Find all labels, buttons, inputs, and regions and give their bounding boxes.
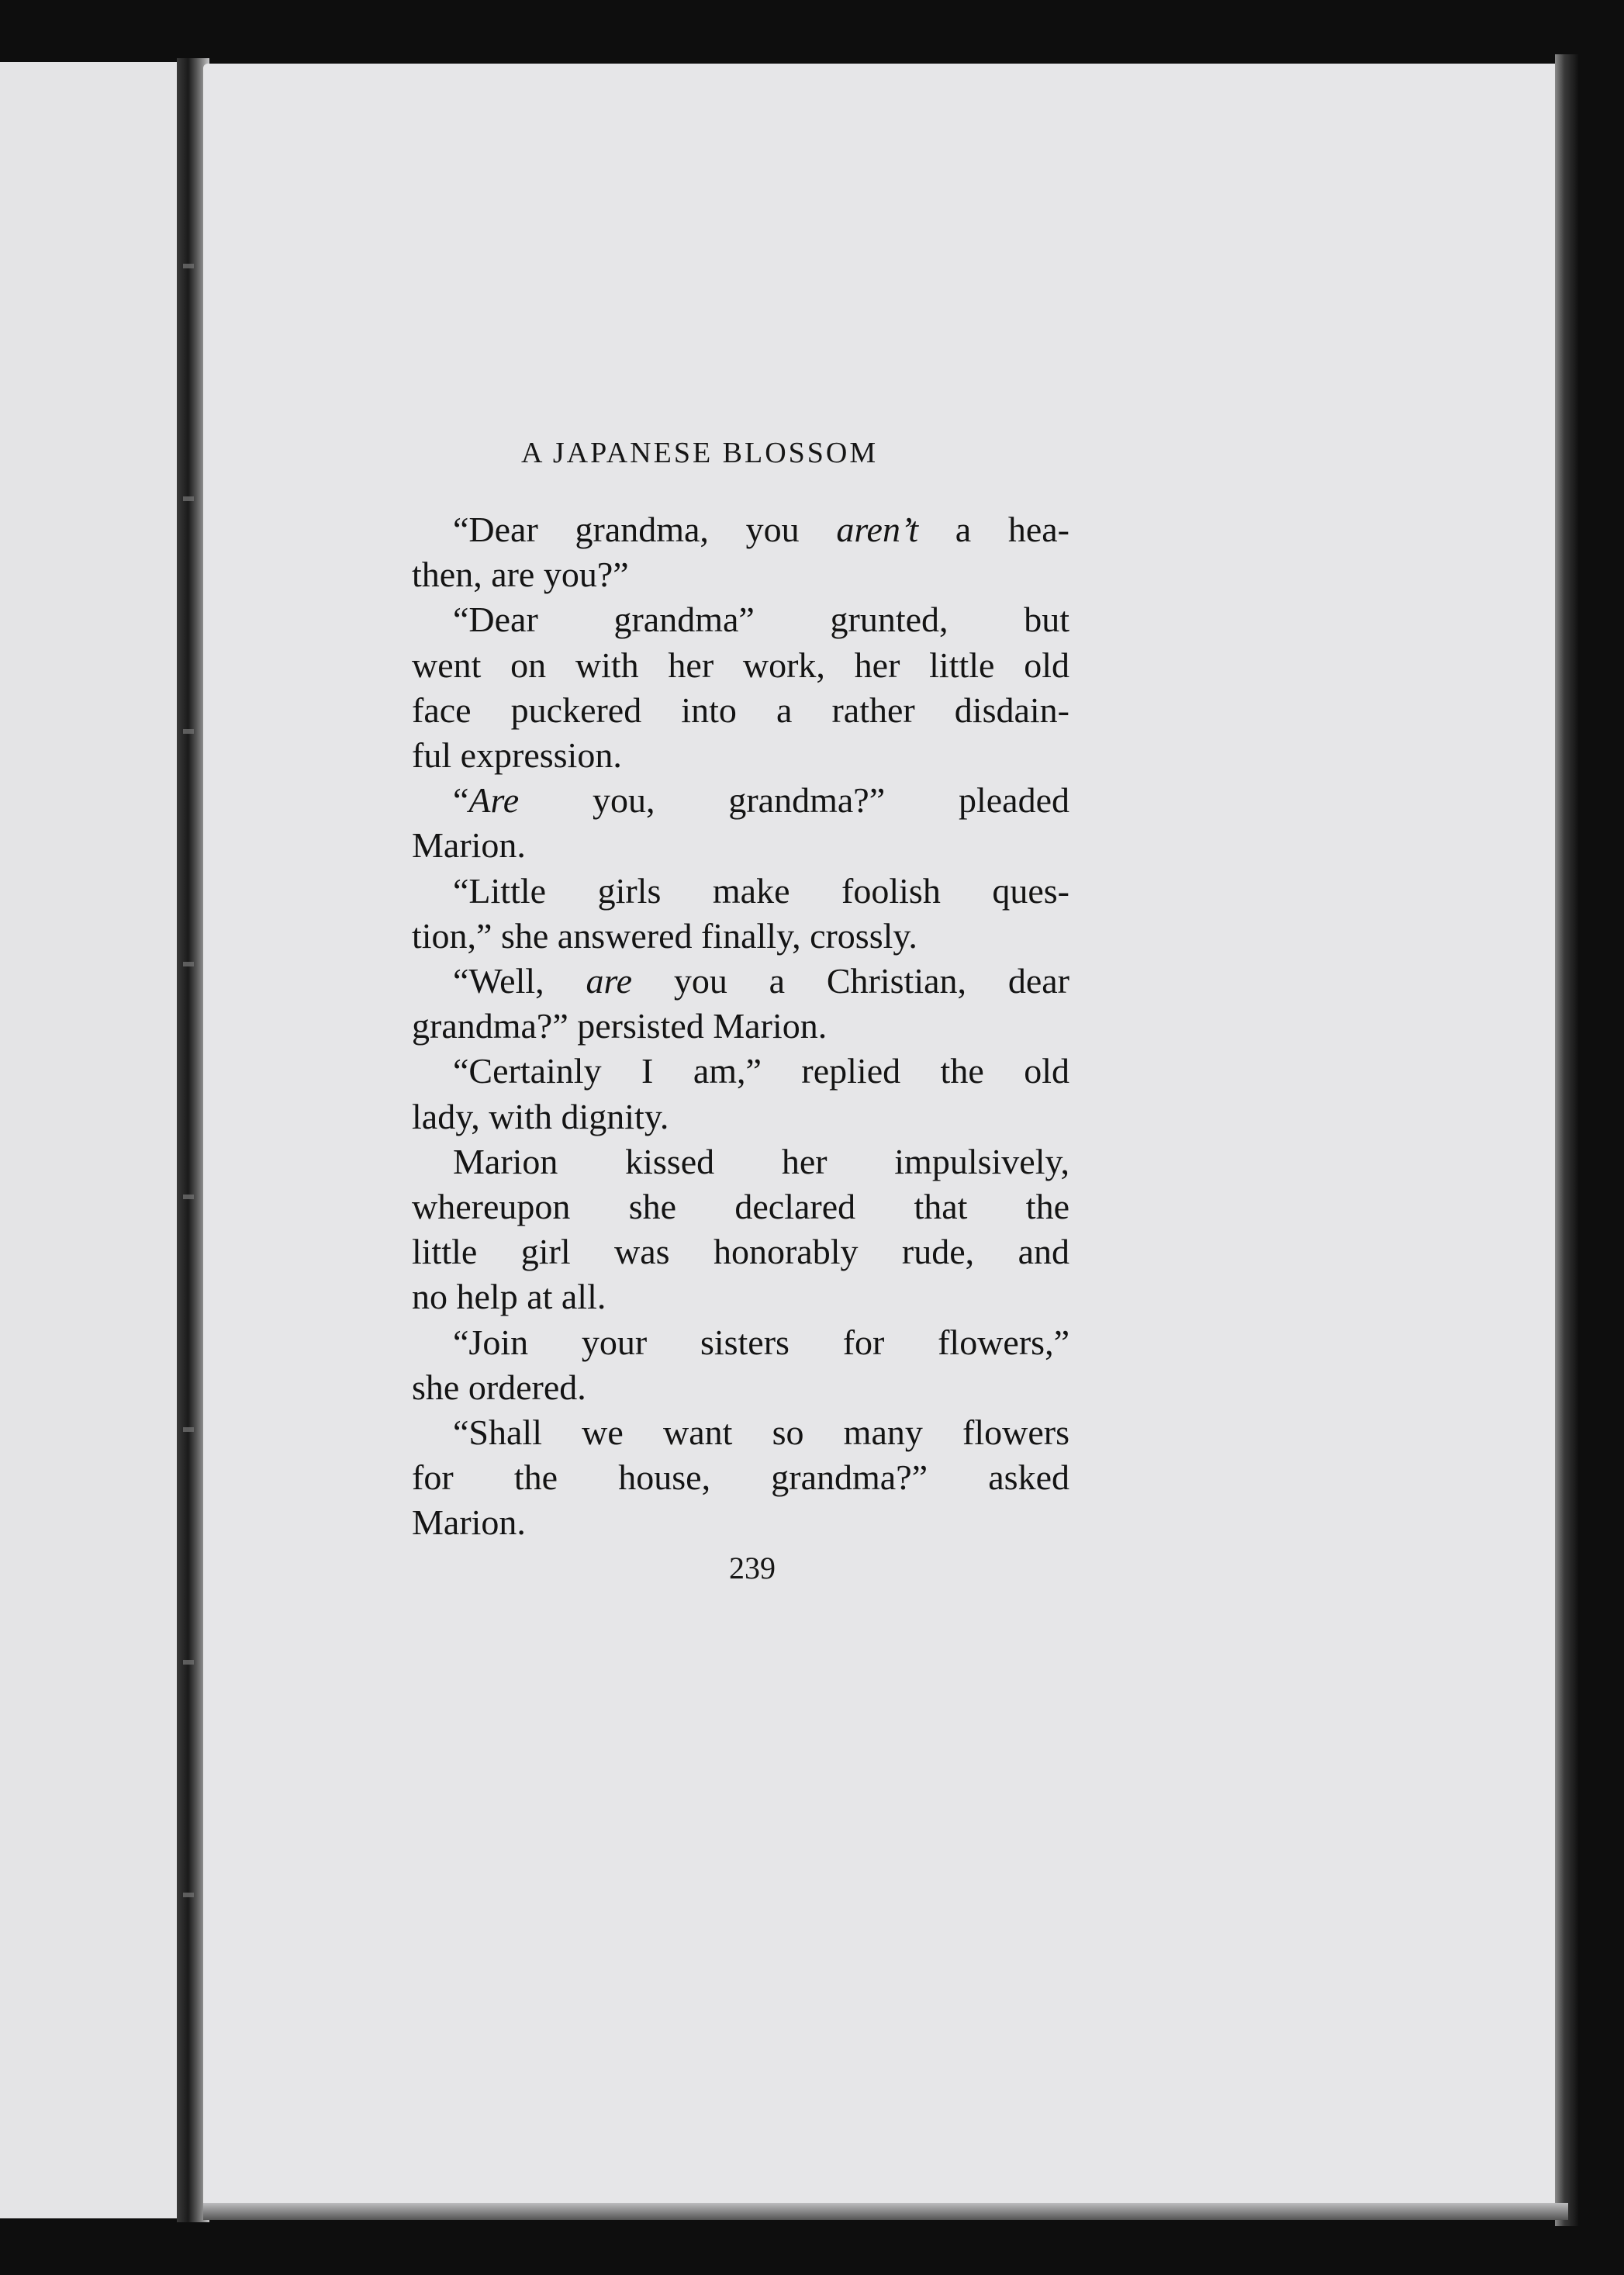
text-line: Marion. <box>412 825 526 866</box>
text-line: “Join your sisters for flowers,” <box>453 1322 1069 1362</box>
text-line: no help at all. <box>412 1277 606 1317</box>
text-line: tion,” she answered finally, crossly. <box>412 915 917 956</box>
text-line: whereupon she declared that the <box>412 1187 1069 1227</box>
text-line: face puckered into a rather disdain- <box>412 690 1069 730</box>
text-line: she ordered. <box>412 1367 586 1407</box>
text-line: little girl was honorably rude, and <box>412 1232 1069 1272</box>
text-line: for the house, grandma?” asked <box>412 1457 1069 1498</box>
text-line: “Little girls make foolish ques- <box>453 870 1069 911</box>
running-head: A JAPANESE BLOSSOM <box>521 437 879 469</box>
page-number: 239 <box>729 1551 776 1585</box>
text-line: “Are you, grandma?” pleaded <box>453 780 1069 821</box>
text-line: Marion. <box>412 1502 526 1543</box>
text-line: lady, with dignity. <box>412 1096 669 1136</box>
text-line: “Dear grandma, you aren’t a hea- <box>453 510 1069 549</box>
previous-page-edge <box>0 62 180 2218</box>
text-line: grandma?” persisted Marion. <box>412 1006 828 1046</box>
page-bottom-edge <box>203 2203 1568 2220</box>
text-line: ful expression. <box>412 735 622 776</box>
text-line: “Certainly I am,” replied the old <box>453 1051 1069 1091</box>
gutter-marks <box>183 155 194 2094</box>
text-line: “Well, are you a Christian, dear <box>453 961 1069 1001</box>
page-right-edge <box>1555 54 1578 2226</box>
text-line: “Shall we want so many flowers <box>453 1412 1069 1453</box>
text-line: Marion kissed her impulsively, <box>453 1141 1069 1181</box>
text-line: went on with her work, her little old <box>412 645 1069 685</box>
text-line: then, are you?” <box>412 555 629 595</box>
body-text <box>412 507 1069 1546</box>
text-line: “Dear grandma” grunted, but <box>453 600 1069 640</box>
